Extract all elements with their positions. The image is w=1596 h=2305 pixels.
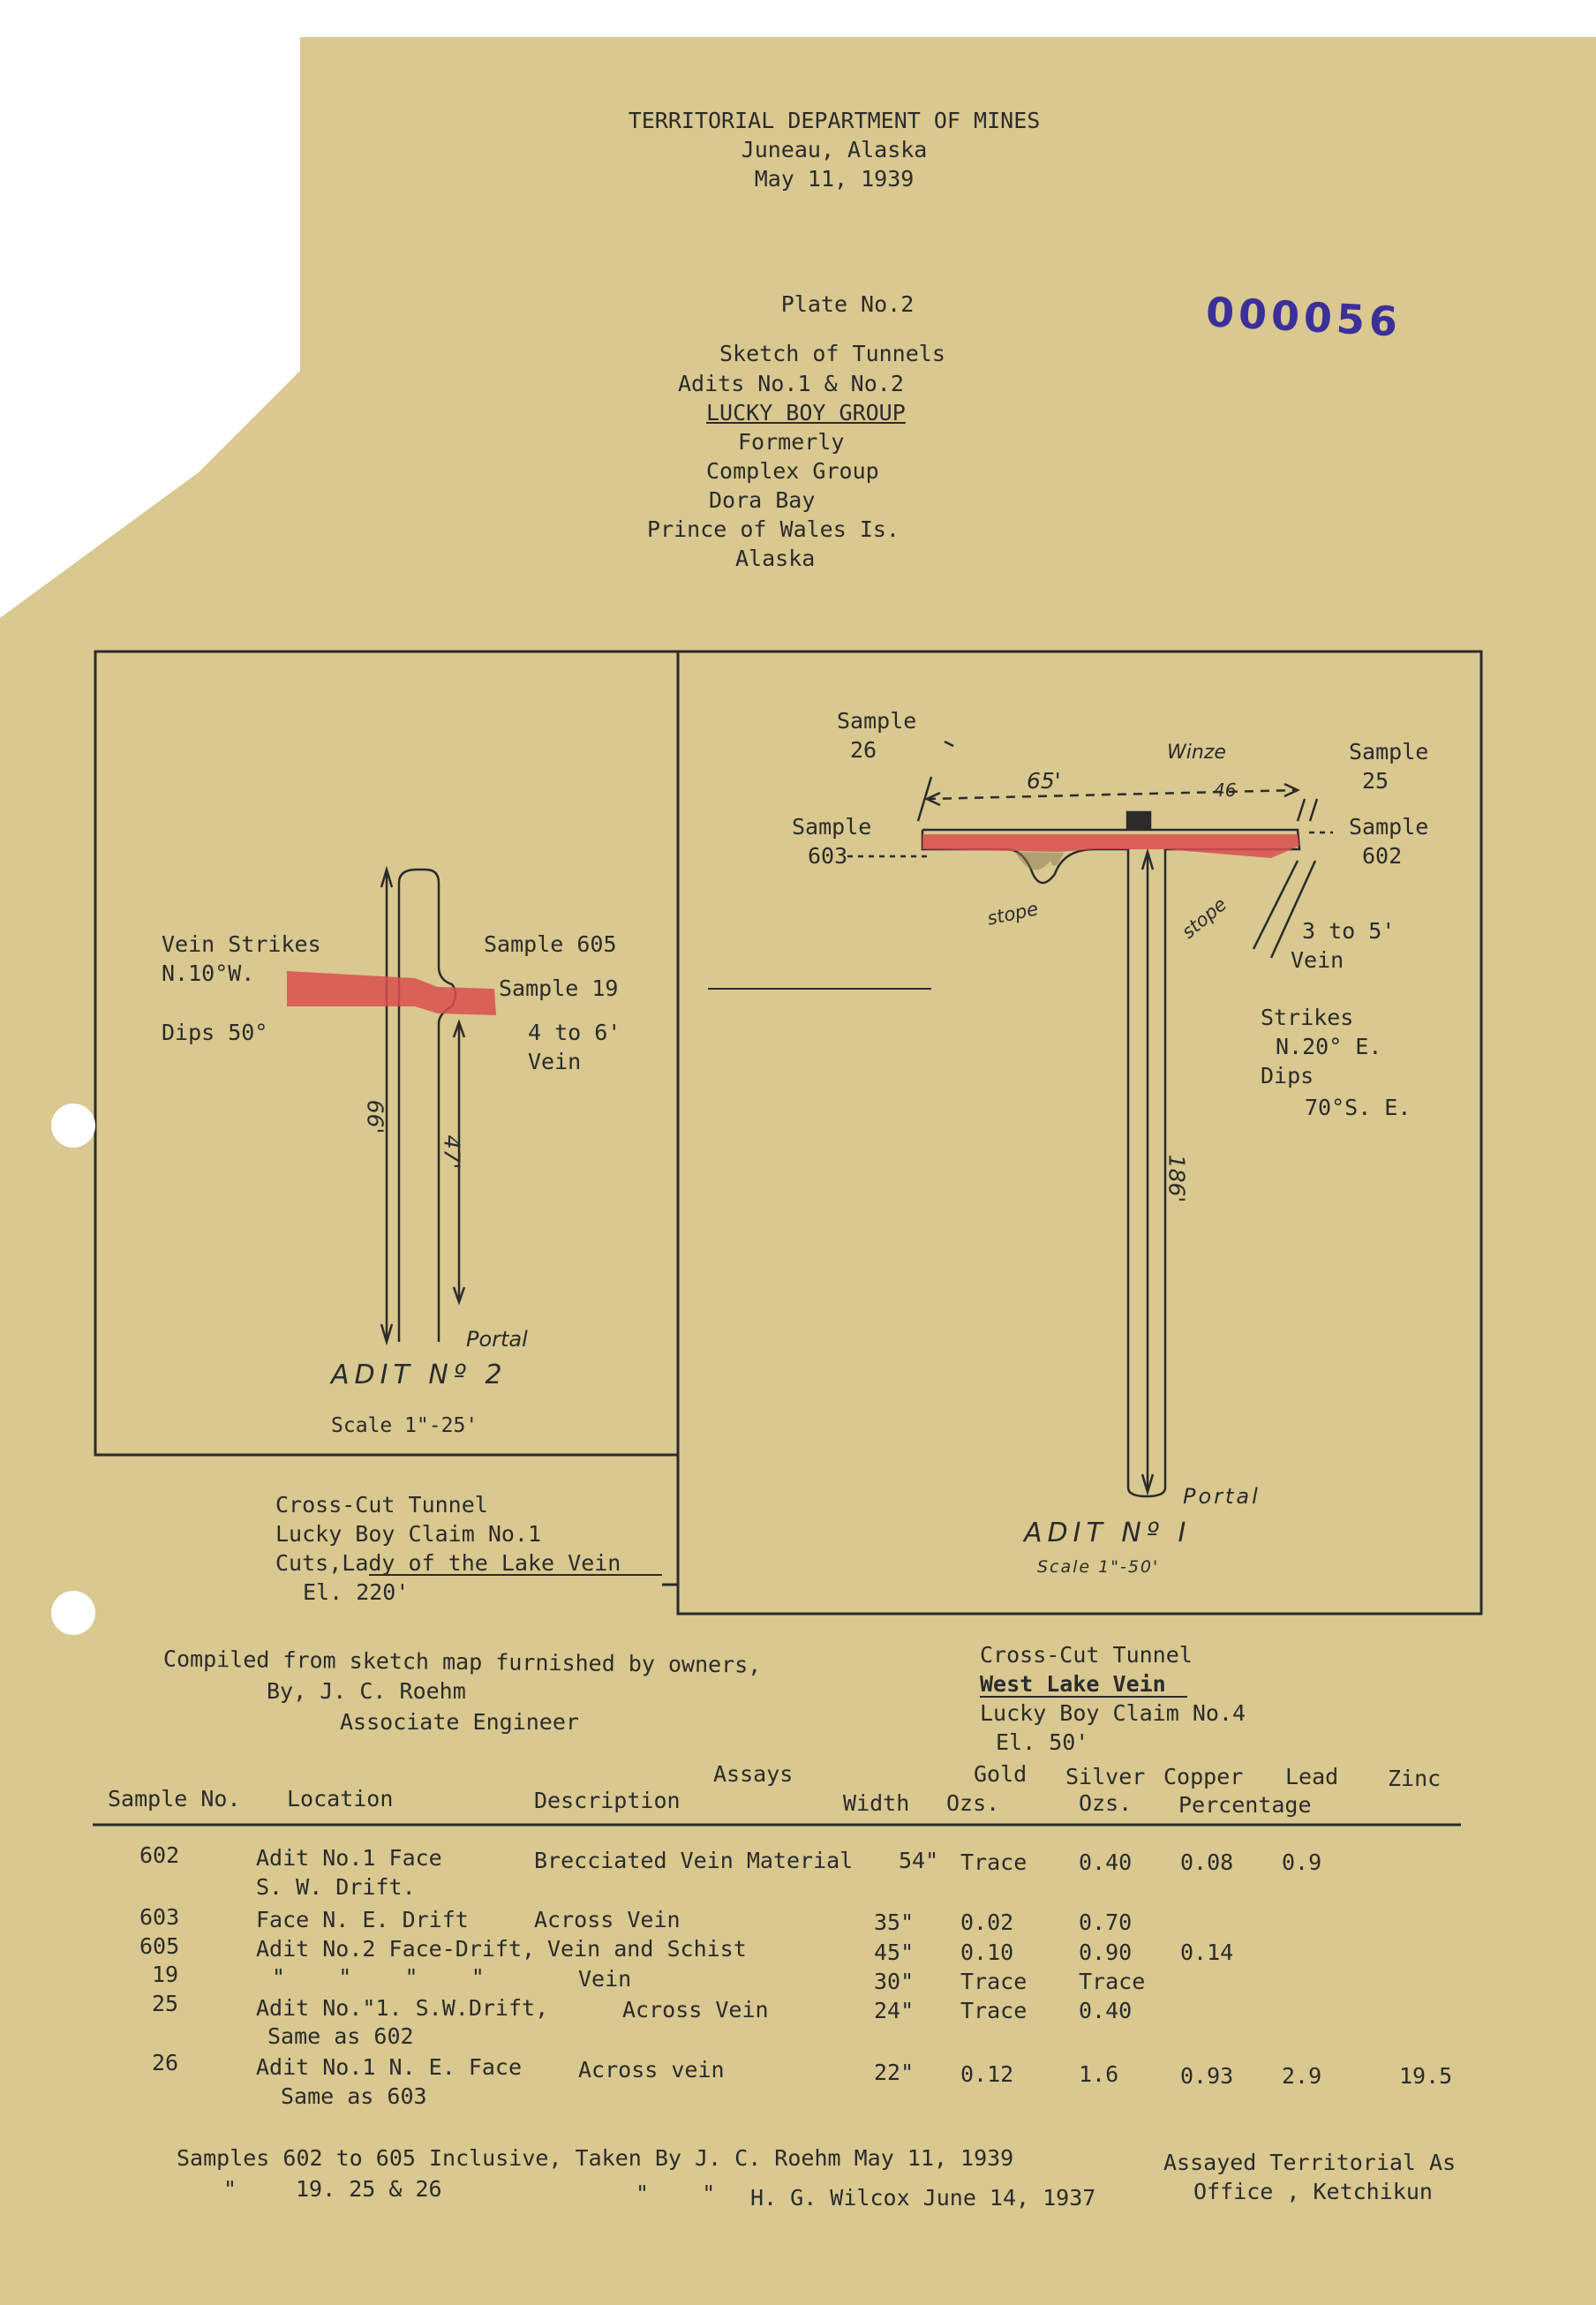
row-603-gold: 0.02 [960,1910,1014,1935]
adit2-portal: Portal [466,1327,528,1352]
row-26-width: 22" [874,2060,915,2085]
crosscut-left-vein: Lady of the Lake Vein [342,1550,621,1576]
row-25-description: Across Vein [622,1997,769,2023]
footer-line-1: Samples 602 to 605 Inclusive, Taken By J. C. Roehm May 11, 1939 [177,2145,1014,2171]
row-19-description: Vein [578,1966,632,1992]
group-name: LUCKY BOY GROUP [706,400,906,426]
header-silver: Ozs. [1079,1790,1133,1816]
header-gold-top: Gold [974,1761,1028,1787]
document-stamp-number: 000056 [1204,288,1404,346]
row-605-location: Adit No.2 Face-Drift, [256,1936,536,1962]
row-25-location-2: Same as 602 [267,2023,414,2049]
footer-ditto-2: " " [636,2181,716,2206]
adit1-scale: Scale 1"-50' [1037,1557,1160,1577]
adit1-dimension-46: 46 [1214,780,1237,801]
compiled-line-3: Associate Engineer [340,1709,579,1735]
row-605-silver: 0.90 [1079,1940,1133,1965]
row-19-width: 30" [874,1969,915,1994]
row-26-location-2: Same as 603 [281,2083,427,2109]
footer-by-wilcox: H. G. Wilcox June 14, 1937 [750,2185,1096,2211]
adit1-sample-25-number: 25 [1362,768,1389,794]
adit1-dips: Dips [1261,1063,1314,1088]
adit1-sample-603-number: 603 [808,843,848,869]
row-602-silver: 0.40 [1079,1849,1133,1875]
adit2-scale: Scale 1"-25' [331,1414,478,1437]
row-19-sample: 19 [152,1962,179,1987]
footer-assayed: Assayed Territorial As [1163,2150,1457,2175]
adit1-stope-right: stope [1178,893,1231,943]
header-percentage: Percentage [1178,1792,1312,1818]
crosscut-left-line-2: Lucky Boy Claim No.1 [275,1521,542,1547]
row-605-description: Vein and Schist [547,1936,747,1962]
row-602-description: Brecciated Vein Material [534,1848,854,1873]
adit1-length-186: 186' [1163,1154,1190,1203]
row-26-zinc: 19.5 [1399,2063,1453,2089]
plate-title: Plate No.2 [780,291,915,317]
row-605-sample: 605 [139,1933,180,1959]
row-603-sample: 603 [139,1904,180,1930]
row-605-gold: 0.10 [960,1940,1014,1965]
adit1-sample-603-label: Sample [792,814,872,840]
adit1-winze: Winze [1167,742,1226,764]
row-25-silver: 0.40 [1079,1998,1133,2023]
title-line-4: Formerly [738,429,845,455]
crosscut-right-line-2: West Lake Vein [980,1671,1166,1697]
adit1-vein-width: 3 to 5' [1302,918,1396,944]
row-25-sample: 25 [152,1991,179,2016]
row-603-location: Face N. E. Drift [256,1907,469,1932]
row-603-silver: 0.70 [1079,1910,1133,1935]
header-sample: Sample No. [108,1786,241,1812]
row-605-width: 45" [874,1940,915,1965]
header-lead: Lead [1285,1764,1339,1789]
date: May 11, 1939 [754,166,915,192]
compiled-line-2: By, J. C. Roehm [267,1678,466,1704]
adit2-strike-dir: N.10°W. [162,960,255,986]
row-602-gold: Trace [960,1849,1028,1875]
header-silver-top: Silver [1065,1764,1146,1789]
row-25-width: 24" [874,1998,915,2023]
crosscut-right-line-3: Lucky Boy Claim No.4 [980,1700,1246,1726]
adit1-dip-dir: 70°S. E. [1305,1095,1412,1120]
adit1-strike-dir: N.20° E. [1276,1034,1382,1059]
header-width: Width [843,1790,910,1816]
compiled-line-1: Compiled from sketch map furnished by owners, [162,1646,762,1678]
crosscut-right-elevation: El. 50' [996,1729,1089,1755]
title-line-8: Alaska [735,546,816,571]
adit2-dips: Dips 50° [162,1020,268,1045]
row-602-copper: 0.08 [1180,1849,1234,1875]
adit1-sample-602-number: 602 [1362,843,1403,869]
title-line-2: Adits No.1 & No.2 [678,371,904,396]
row-26-gold: 0.12 [960,2061,1014,2087]
footer-samples-19-25-26: 19. 25 & 26 [296,2176,442,2202]
row-602-sample: 602 [139,1842,180,1868]
adit2-sample-605: Sample 605 [484,931,617,957]
adit2-vein-width: 4 to 6' [528,1020,621,1045]
header-location: Location [287,1786,394,1812]
header-copper: Copper [1163,1764,1244,1789]
adit2-vein: Vein [528,1049,582,1074]
adit2-vein-strikes: Vein Strikes [162,931,321,957]
row-26-silver: 1.6 [1079,2061,1119,2087]
row-603-width: 35" [874,1910,915,1935]
row-26-description: Across vein [578,2057,725,2083]
adit1-sample-602-label: Sample [1349,814,1429,840]
city: Juneau, Alaska [741,137,928,162]
title-line-6: Dora Bay [709,487,816,513]
punch-hole-bottom [51,1591,95,1635]
row-602-width: 54" [899,1848,939,1873]
header-gold: Ozs. [946,1790,1000,1816]
adit1-sample-26-number: 26 [850,737,877,763]
crosscut-left-cuts: Cuts, [275,1550,343,1576]
row-19-location: " " " " [272,1964,485,1990]
row-19-gold: Trace [960,1969,1028,1994]
adit1-portal: Portal [1183,1484,1261,1509]
row-602-location-2: S. W. Drift. [256,1874,416,1900]
row-602-location: Adit No.1 Face [256,1845,442,1871]
adit2-name: ADIT Nº 2 [331,1360,508,1390]
row-19-silver: Trace [1079,1969,1146,1994]
crosscut-left-line-1: Cross-Cut Tunnel [275,1492,488,1518]
adit1-vein: Vein [1291,947,1344,973]
adit1-stope-left: stope [985,898,1041,930]
assays-heading: Assays [713,1761,794,1787]
adit2-length-47: 47' [439,1134,465,1170]
adit2-length-66: 66' [362,1099,388,1134]
adit1-sample-25-label: Sample [1349,739,1429,765]
adit1-strikes: Strikes [1261,1005,1354,1030]
row-602-lead: 0.9 [1282,1849,1322,1875]
crosscut-left-elevation: El. 220' [303,1579,410,1605]
footer-office: Office , Ketchikun [1193,2179,1433,2204]
row-26-lead: 2.9 [1282,2063,1322,2089]
row-25-location: Adit No."1. S.W.Drift, [256,1995,549,2021]
footer-ditto-1: " [223,2176,237,2202]
row-26-sample: 26 [152,2050,179,2075]
crosscut-right-line-1: Cross-Cut Tunnel [980,1642,1193,1668]
row-26-location: Adit No.1 N. E. Face [256,2054,523,2080]
row-603-description: Across Vein [534,1907,681,1932]
row-605-copper: 0.14 [1180,1940,1234,1965]
row-26-copper: 0.93 [1180,2063,1234,2089]
header-zinc: Zinc [1388,1766,1442,1791]
adit1-dimension-65: 65' [1027,768,1061,794]
header-description: Description [534,1788,681,1813]
punch-hole-top [51,1104,95,1148]
row-25-gold: Trace [960,1998,1028,2023]
adit2-sample-19: Sample 19 [499,975,619,1001]
department-name: TERRITORIAL DEPARTMENT OF MINES [628,108,1041,133]
adit1-name: ADIT Nº I [1024,1518,1192,1548]
crosscut-left-line-3 [275,1550,621,1577]
adit1-sample-26-label: Sample [837,708,917,734]
title-line-7: Prince of Wales Is. [647,516,900,542]
title-line-1: Sketch of Tunnels [719,341,945,366]
title-line-5: Complex Group [706,458,879,484]
